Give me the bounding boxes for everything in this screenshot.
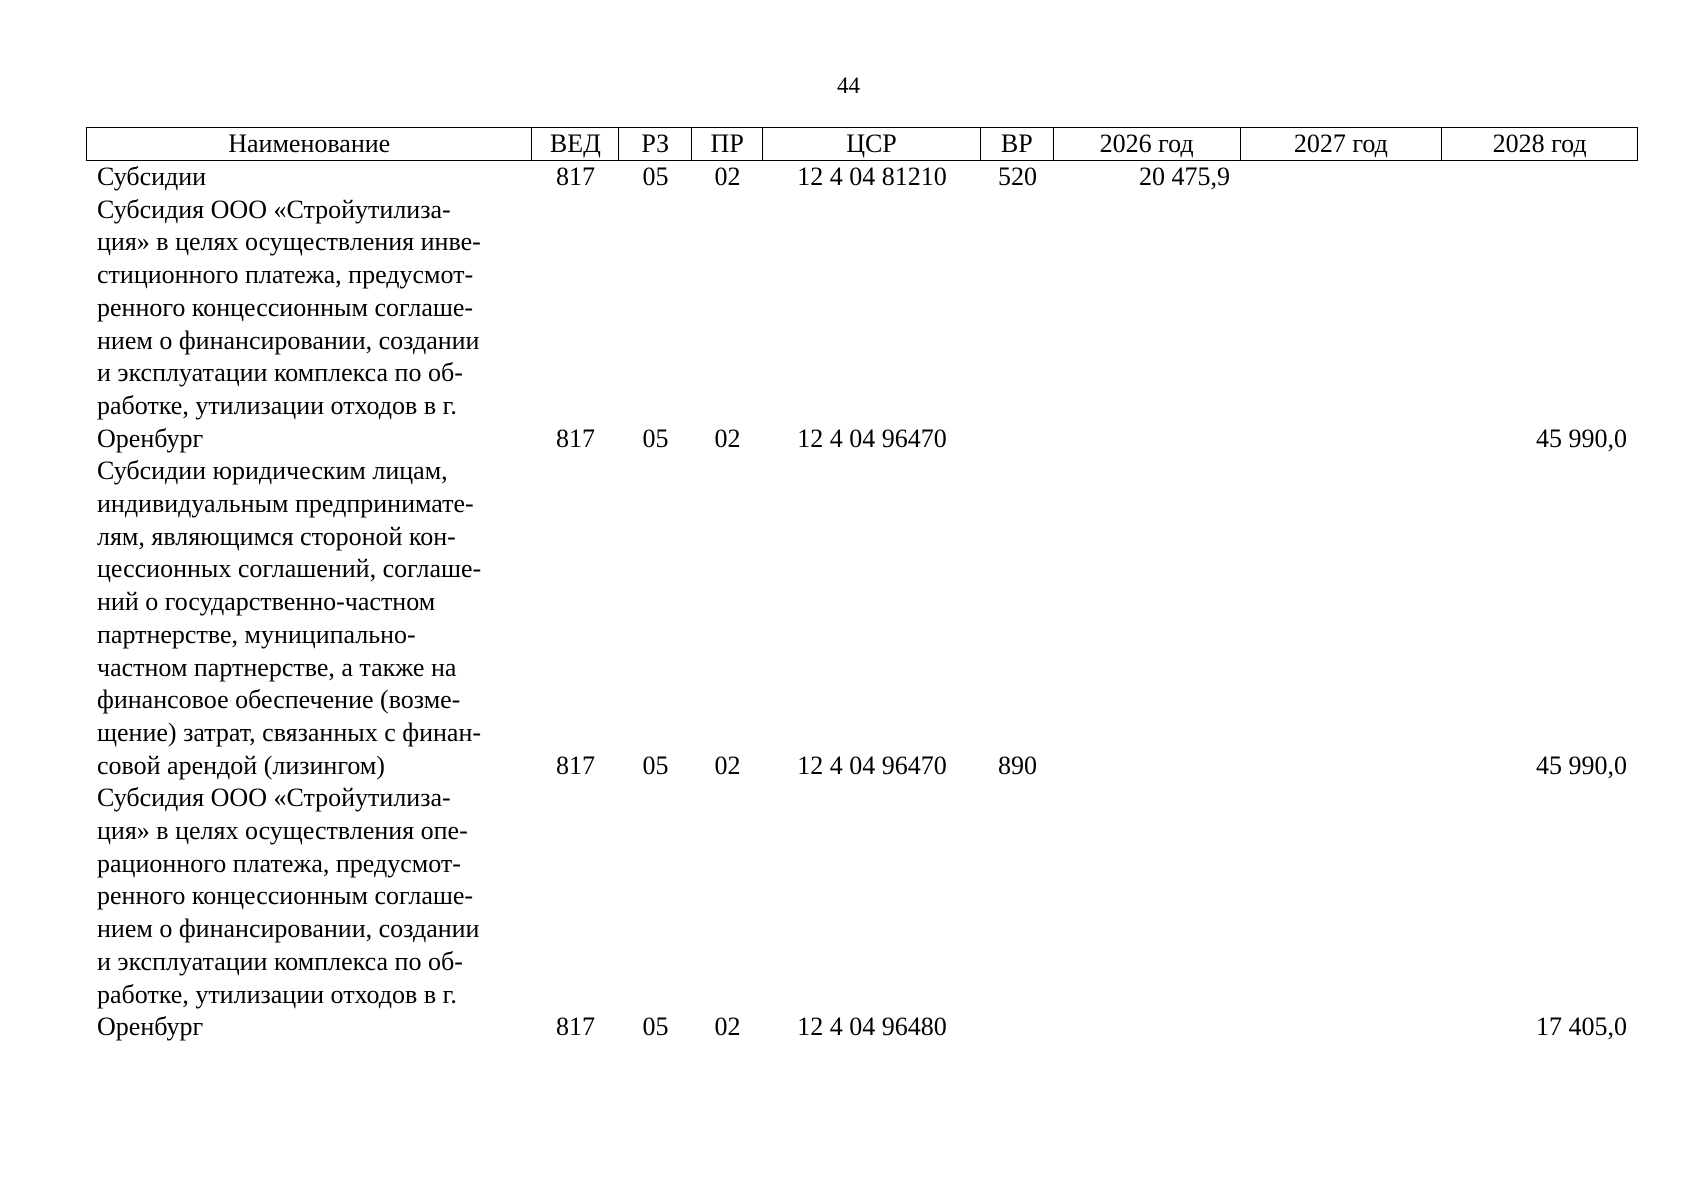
budget-table [86, 127, 1638, 1044]
name-line: лям, являющимся стороной кон- [97, 521, 456, 551]
header-ved: ВЕД [532, 128, 619, 160]
row-name [86, 455, 532, 782]
table-row [86, 782, 1638, 1044]
row-2028: 17 405,0 [1536, 1012, 1627, 1042]
page-number: 44 [837, 73, 860, 98]
table-body [86, 161, 1638, 1044]
row-name [86, 782, 532, 1044]
row-2026: 20 475,9 [1139, 162, 1230, 191]
row-vr: 890 [998, 750, 1037, 780]
header-2027: 2027 год [1241, 128, 1443, 160]
header-rz: РЗ [619, 128, 692, 160]
name-line: финансовое обеспечение (возме- [97, 685, 461, 715]
name-line: ренного концессионным соглаше- [97, 292, 474, 322]
name-line: Оренбург [97, 423, 204, 453]
name-line: и эксплуатации комплекса по об- [97, 946, 463, 976]
row-pr: 02 [714, 750, 741, 780]
name-line: работке, утилизации отходов в г. [97, 390, 457, 420]
row-vr: 520 [998, 162, 1037, 191]
name-line: щение) затрат, связанных с финан- [97, 717, 482, 747]
row-2028: 45 990,0 [1536, 750, 1627, 780]
header-csr: ЦСР [763, 128, 981, 160]
name-line: нием о финансировании, создании [97, 325, 480, 355]
row-pr: 02 [714, 162, 741, 191]
name-line: работке, утилизации отходов в г. [97, 979, 457, 1009]
row-rz: 05 [642, 162, 669, 191]
row-csr: 12 4 04 96470 [797, 423, 947, 453]
name-line: ция» в целях осуществления инве- [97, 227, 481, 257]
row-csr: 12 4 04 96470 [797, 750, 947, 780]
row-rz: 05 [642, 423, 669, 453]
row-pr: 02 [714, 1012, 741, 1042]
name-line: частном партнерстве, а также на [97, 652, 457, 682]
name-line: Субсидии [97, 162, 207, 191]
row-rz: 05 [642, 1012, 669, 1042]
row-name [86, 194, 532, 456]
table-row [86, 161, 1638, 194]
row-ved: 817 [556, 1012, 595, 1042]
header-2026: 2026 год [1054, 128, 1241, 160]
row-ved: 817 [556, 750, 595, 780]
name-line: и эксплуатации комплекса по об- [97, 358, 463, 388]
table-row [86, 194, 1638, 456]
table-row [86, 455, 1638, 782]
name-line: стиционного платежа, предусмот- [97, 260, 474, 290]
name-line: Субсидия ООО «Стройутилиза- [97, 783, 451, 813]
header-2028: 2028 год [1492, 129, 1587, 158]
name-line: Субсидии юридическим лицам, [97, 456, 448, 486]
name-line: совой арендой (лизингом) [97, 750, 385, 780]
table-header [86, 127, 1638, 161]
name-line: цессионных соглашений, соглаше- [97, 554, 482, 584]
row-ved: 817 [556, 162, 595, 191]
row-csr: 12 4 04 81210 [797, 162, 947, 191]
name-line: ренного концессионным соглаше- [97, 881, 474, 911]
name-line: Оренбург [97, 1012, 204, 1042]
row-name [86, 161, 532, 194]
name-line: индивидуальным предпринимате- [97, 489, 474, 519]
row-ved: 817 [556, 423, 595, 453]
row-2028: 45 990,0 [1536, 423, 1627, 453]
header-name: Наименование [87, 128, 532, 160]
name-line: ция» в целях осуществления опе- [97, 816, 468, 846]
row-rz: 05 [642, 750, 669, 780]
name-line: рационного платежа, предусмот- [97, 848, 461, 878]
header-vr: ВР [981, 128, 1054, 160]
name-line: партнерстве, муниципально- [97, 619, 416, 649]
name-line: Субсидия ООО «Стройутилиза- [97, 194, 451, 224]
row-pr: 02 [714, 423, 741, 453]
name-line: нием о финансировании, создании [97, 914, 480, 944]
name-line: ний о государственно-частном [97, 587, 436, 617]
row-csr: 12 4 04 96480 [797, 1012, 947, 1042]
header-pr: ПР [692, 128, 763, 160]
